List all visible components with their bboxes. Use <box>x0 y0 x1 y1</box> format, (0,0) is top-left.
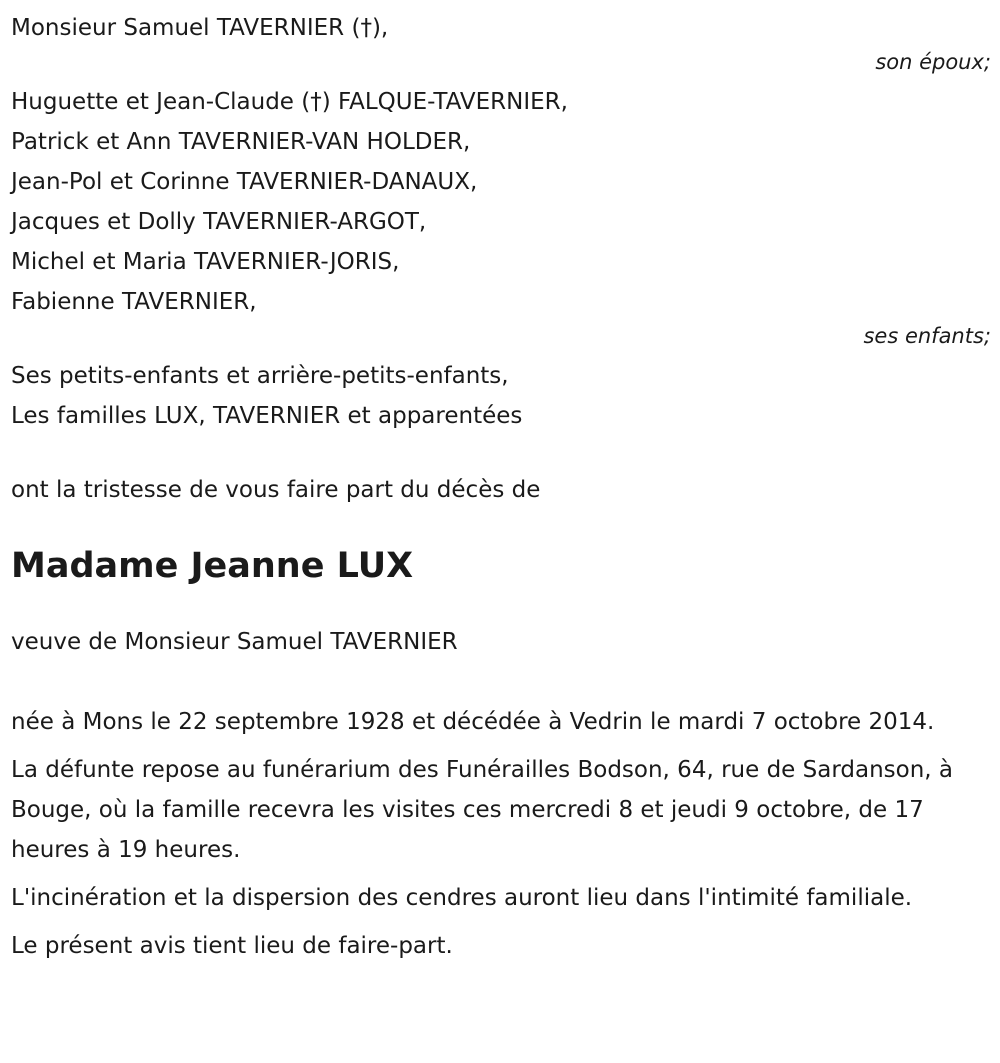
child-line: Patrick et Ann TAVERNIER-VAN HOLDER, <box>11 129 471 155</box>
announcement-text: ont la tristesse de vous faire part du décès de <box>11 477 541 503</box>
deceased-name: Madame Jeanne LUX <box>11 546 414 586</box>
family-line: Ses petits-enfants et arrière-petits-enfants, <box>11 363 509 389</box>
children-list <box>11 82 991 322</box>
children-role: ses enfants; <box>863 324 991 348</box>
widow-of-text: veuve de Monsieur Samuel TAVERNIER <box>11 629 458 655</box>
child-line: Michel et Maria TAVERNIER-JORIS, <box>11 249 400 275</box>
spouse-line: Monsieur Samuel TAVERNIER (†), <box>11 15 389 41</box>
birth-death-paragraph: née à Mons le 22 septembre 1928 et décédée à Vedrin le mardi 7 octobre 2014. <box>11 709 935 735</box>
child-line: Jacques et Dolly TAVERNIER-ARGOT, <box>11 209 427 235</box>
obituary-notice <box>11 8 991 974</box>
funeral-home-paragraph: La défunte repose au funérarium des Funérailles Bodson, 64, rue de Sardanson, à Bouge, où la famille recevra les visites ces mercredi 8 et jeudi 9 octobre, de 17 heures à 19 heures. <box>11 757 953 863</box>
family-line: Les familles LUX, TAVERNIER et apparentées <box>11 403 523 429</box>
child-line: Jean-Pol et Corinne TAVERNIER-DANAUX, <box>11 169 478 195</box>
child-line: Huguette et Jean-Claude (†) FALQUE-TAVERNIER, <box>11 89 568 115</box>
family-list <box>11 356 991 436</box>
cremation-paragraph: L'incinération et la dispersion des cendres auront lieu dans l'intimité familiale. <box>11 885 913 911</box>
spouse-role: son époux; <box>875 50 991 74</box>
child-line: Fabienne TAVERNIER, <box>11 289 257 315</box>
notice-paragraph: Le présent avis tient lieu de faire-part. <box>11 933 453 959</box>
